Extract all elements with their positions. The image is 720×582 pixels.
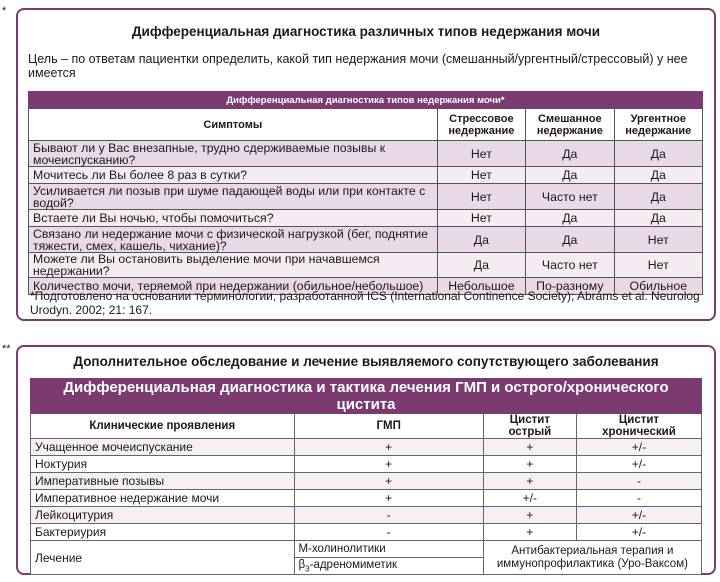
omb-cell: + [294,473,483,490]
beta-subscript: 3 [305,564,310,574]
urge-cell: Нет [614,227,702,253]
col-header-acute: Цистит острый [483,414,576,439]
stress-cell: Да [437,227,525,253]
symptom-cell: Бывают ли у Вас внезапные, трудно сдерживаемые позывы к мочеиспусканию? [29,141,438,167]
acute-cell: + [483,524,576,541]
mixed-cell: Да [526,210,614,227]
omb-cell: + [294,439,483,456]
symptom-cell: Усиливается ли позыв при шуме падающей воды или при контакте с водой? [29,184,438,210]
symptom-cell: Встаете ли Вы ночью, чтобы помочиться? [29,210,438,227]
table-row [31,490,702,507]
col-header-mixed: Смешанное недержание [526,109,614,141]
stress-cell: Нет [437,141,525,167]
col-header-chronic: Цистит хронический [576,414,701,439]
col-header-stress: Стрессовое недержание [437,109,525,141]
panel-title: Дополнительное обследование и лечение выявляемого сопутствующего заболевания [73,354,659,369]
table-row [29,210,703,227]
chronic-cell: +/- [576,439,701,456]
omb-cell: + [294,456,483,473]
chronic-cell: - [576,473,701,490]
chronic-cell: - [576,490,701,507]
omb-cystitis-table [30,378,702,575]
mixed-cell: Да [526,227,614,253]
table-row [29,167,703,184]
acute-cell: + [483,456,576,473]
table-row [29,184,703,210]
table-title: Дифференциальная диагностика и тактика лечения ГМП и острого/хронического цистита [31,379,702,414]
chronic-cell: +/- [576,524,701,541]
symptom-cell: Мочитесь ли Вы более 8 раз в сутки? [29,167,438,184]
goal-text: Цель – по ответам пациентки определить, какой тип недержания мочи (смешанный/ургентный/стрессовый) у нее имеется [28,52,688,80]
acute-cell: + [483,507,576,524]
table-title: Дифференциальная диагностика типов недержания мочи* [29,92,703,109]
stress-cell: Да [437,253,525,278]
col-header-urge: Ургентное недержание [614,109,702,141]
stress-cell: Нет [437,167,525,184]
chronic-cell: +/- [576,456,701,473]
treatment-row [31,541,702,558]
mixed-cell: Да [526,141,614,167]
symptom-cell: Связано ли недержание мочи с физической нагрузкой (бег, поднятие тяжести, смех, кашель, чихание)? [29,227,438,253]
sign-cell: Учащенное мочеиспускание [31,439,295,456]
urge-cell: Нет [614,253,702,278]
acute-cell: + [483,473,576,490]
stress-cell: Нет [437,210,525,227]
urge-cell: Да [614,184,702,210]
urge-cell: Да [614,167,702,184]
urge-cell: Да [614,210,702,227]
footnote-marker-2: ** [2,343,11,355]
stress-cell: Нет [437,184,525,210]
table-row [29,141,703,167]
table-row [31,456,702,473]
omb-cell: - [294,507,483,524]
stress-cell: Небольшое [437,278,525,295]
table-row [29,253,703,278]
anticholinergic-cell: М-холинолитики [294,541,483,558]
mixed-cell: Да [526,167,614,184]
col-header-omb: ГМП [294,414,483,439]
mixed-cell: По-разному [526,278,614,295]
urge-cell: Обильное [614,278,702,295]
table-row [29,227,703,253]
chronic-cell: +/- [576,507,701,524]
table-row [31,439,702,456]
col-header-signs: Клинические проявления [31,414,295,439]
table-row [31,507,702,524]
acute-cell: + [483,439,576,456]
symptom-cell: Количество мочи, теряемой при недержании (обильное/небольшое) [29,278,438,295]
incontinence-table [28,91,703,295]
cystitis-treatment-cell: Антибактериальная терапия и иммунопрофилактика (Уро-Ваксом) [483,541,701,575]
beta3-suffix: -адреномиметик [309,558,398,571]
beta3-agonist-cell [294,558,483,575]
incontinence-diagnosis-panel [16,8,716,321]
omb-cell: - [294,524,483,541]
panel-title: Дифференциальная диагностика различных типов недержания мочи [131,24,601,39]
footnote-marker-1: * [2,5,7,17]
sign-cell: Лейкоцитурия [31,507,295,524]
treatment-label: Лечение [31,541,295,575]
sign-cell: Ноктурия [31,456,295,473]
sign-cell: Бактериурия [31,524,295,541]
acute-cell: +/- [483,490,576,507]
urge-cell: Да [614,141,702,167]
footnote-text: *Подготовлено на основании терминологии, разработанной ICS (International Continence Society); Abrams et al. Neurolog Urodyn. 2002; 21: 167. [30,289,700,317]
table-row [31,524,702,541]
col-header-symptoms: Симптомы [29,109,438,141]
beta-letter: β [298,558,306,571]
sign-cell: Императивное недержание мочи [31,490,295,507]
sign-cell: Императивные позывы [31,473,295,490]
omb-cystitis-panel [16,345,716,575]
mixed-cell: Часто нет [526,184,614,210]
omb-cell: + [294,490,483,507]
symptom-cell: Можете ли Вы остановить выделение мочи при начавшемся недержании? [29,253,438,278]
mixed-cell: Часто нет [526,253,614,278]
table-row [31,473,702,490]
